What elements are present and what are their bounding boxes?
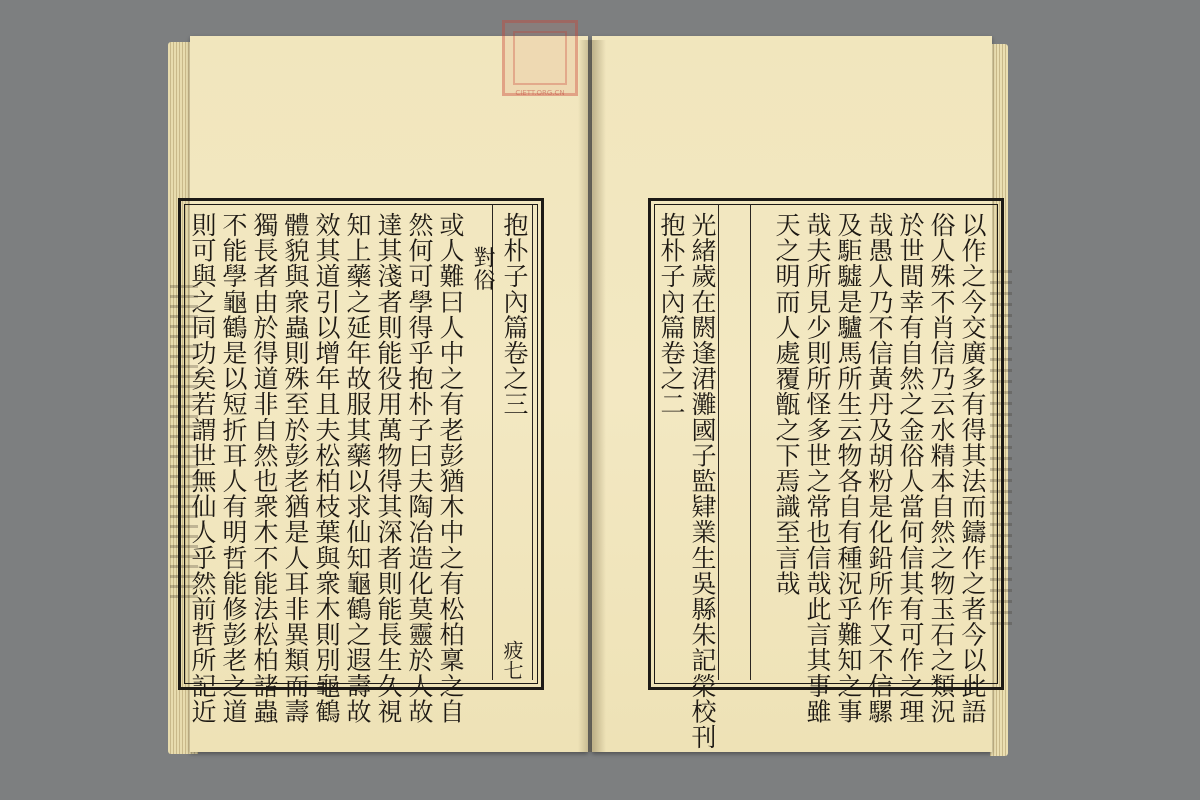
right-text-column-5: 及駏驉是驢馬所生云物各自有種況乎難知之事 <box>834 212 863 724</box>
right-text-column-2: 俗人殊不肖信乃云水精本自然之物玉石之類況 <box>927 212 956 724</box>
left-text-column-2: 然何可學得乎抱朴子曰夫陶冶造化莫靈於人故 <box>405 212 434 724</box>
right-text-column-3: 於世間幸有自然之金俗人當何信其有可作之理 <box>896 212 925 724</box>
library-seal <box>502 20 578 96</box>
right-rule-2 <box>718 204 719 680</box>
fold-folio-label: 疲七 <box>500 640 524 680</box>
book-gutter <box>578 40 606 752</box>
right-text-column-6: 哉夫所見少則所怪多世之常也信哉此言其事雖 <box>803 212 832 724</box>
right-text-column-4: 哉愚人乃不信黃丹及胡粉是化鉛所作又不信騾 <box>865 212 894 724</box>
right-text-column-7: 天之明而人處覆甑之下焉識至言哉 <box>772 212 801 596</box>
right-text-column-1: 以作之今交廣多有得其法而鑄作之者今以此語 <box>958 212 987 724</box>
right-rule-1 <box>750 204 751 680</box>
end-title-column: 抱朴子內篇卷之二 <box>657 212 686 417</box>
fold-rule-right <box>532 204 533 680</box>
left-text-column-1: 或人難曰人中之有老彭猶木中之有松柏稟之自 <box>436 212 465 724</box>
left-text-column-5: 效其道引以增年且夫松柏枝葉與衆木則別龜鶴 <box>312 212 341 724</box>
left-text-column-6: 體貌與衆蟲則殊至於彭老猶是人耳非異類而壽 <box>281 212 310 724</box>
colophon-column: 光緒歲在閼逢涒灘國子監肄業生吳縣朱記榮校刊 <box>688 212 717 750</box>
section-title: 對俗 <box>470 246 495 292</box>
seal-text: CIETT.ORG.CN <box>515 89 565 97</box>
seal-inner-border <box>513 31 567 85</box>
left-text-column-4: 知上藥之延年故服其藥以求仙知龜鶴之遐壽故 <box>343 212 372 724</box>
left-text-column-7: 獨長者由於得道非自然也衆木不能法松柏諸蟲 <box>250 212 279 724</box>
left-text-column-9: 則可與之同功矣若謂世無仙人乎然前哲所記近 <box>188 212 217 724</box>
left-text-column-8: 不能學龜鶴是以短折耳人有明哲能修彭老之道 <box>219 212 248 724</box>
left-title-column: 抱朴子內篇卷之三 <box>500 212 529 417</box>
left-text-column-3: 達其淺者則能役用萬物得其深者則能長生久視 <box>374 212 403 724</box>
